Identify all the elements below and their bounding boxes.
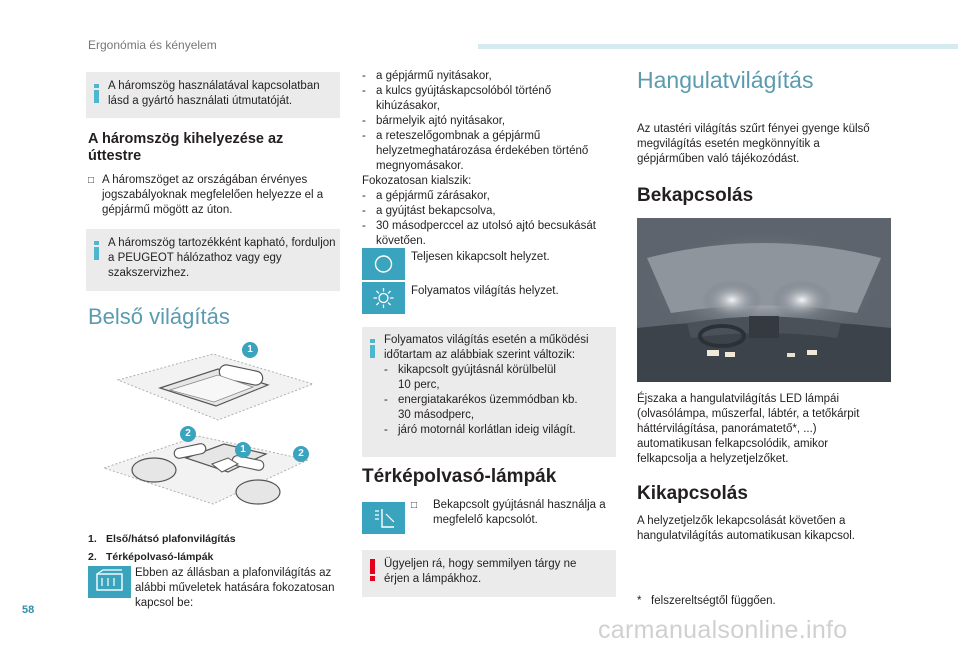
triangle-bullet: [88, 173, 340, 218]
figure-badge-2-right: 2: [293, 446, 309, 462]
list-item: - a gépjármű nyitásakor,: [362, 70, 492, 82]
turn-on-text: Éjszaka a hangulatvilágítás LED lámpái (olvasólámpa, műszerfal, lábtér, a tetőkárpit háttérvilágítása, panorámatető*, ...) automatikusan felkapcsolódik, amikor felkapcsolja a helyzetjelzőket.: [637, 393, 860, 465]
figure-badge-2-left: 2: [180, 426, 196, 442]
info-note-3-intro: Folyamatos világítás esetén a működési időtartam az alábbiak szerint változik:: [384, 334, 589, 361]
map-lamp-bullet-text: Bekapcsolt gyújtásnál használja a megfelelő kapcsolót.: [433, 499, 606, 526]
interior-lighting-title: Belső világítás: [88, 304, 230, 329]
list-item: - járó motornál korlátlan ideig világít.: [384, 424, 576, 436]
ambient-intro: Az utastéri világítás szűrt fényei gyenge külső megvilágítás esetén megkönnyítik a gépjárműben való tájékozódást.: [637, 123, 870, 165]
legend-item: [88, 548, 342, 566]
map-lamps-heading: Térképolvasó-lámpák: [362, 466, 557, 487]
figure-badge-1-top: 1: [242, 342, 258, 358]
list-item: - kikapcsolt gyújtásnál körülbelül 10 perc,: [384, 364, 556, 391]
info-icon: [94, 241, 99, 259]
info-note-2-text: A háromszög tartozékként kapható, forduljon a PEUGEOT hálózathoz vagy egy szakszervizhez.: [108, 237, 336, 279]
list-item: - a gyújtást bekapcsolva,: [362, 205, 496, 217]
section-header: Ergonómia és kényelem: [88, 38, 217, 52]
legend-label: Első/hátsó plafonvilágítás: [106, 533, 236, 545]
sun-on-symbol: [362, 282, 405, 314]
footnote: * felszereltségtől függően.: [637, 595, 776, 607]
interior-lights-figure: [88, 336, 342, 518]
info-note-1: [86, 72, 340, 118]
interior-lights-illustration: [88, 336, 342, 518]
on-position-text: Folyamatos világítás helyzet.: [411, 285, 559, 297]
list-item: - a reteszelőgombnak a gépjármű helyzetmeghatározása érdekében történő megnyomásakor.: [362, 130, 589, 172]
off-position-icon: [362, 248, 405, 280]
check-bullet-icon: □: [411, 500, 418, 511]
triangle-bullet-text: A háromszöget az országában érvényes jogszabályoknak megfelelően helyezze el a gépjármű mögött az úton.: [102, 174, 324, 216]
watermark: carmanualsonline.info: [598, 616, 848, 644]
info-icon: [94, 84, 99, 102]
list-item: - a gépjármű zárásakor,: [362, 190, 490, 202]
warning-icon: [370, 559, 375, 581]
legend-label: Térképolvasó-lámpák: [106, 551, 214, 563]
list-item: - a kulcs gyújtáskapcsolóból történő kihúzásakor,: [362, 85, 552, 112]
turn-off-text: A helyzetjelzők lekapcsolását követően a hangulatvilágítás automatikusan kikapcsol.: [637, 515, 855, 542]
legend-item: [88, 530, 342, 548]
list-item: - energiatakarékos üzemmódban kb. 30 másodperc,: [384, 394, 578, 421]
switch-description: Ebben az állásban a plafonvilágítás az alábbi műveletek hatására fokozatosan kapcsol be:: [135, 567, 335, 609]
ambient-lighting-photo: [637, 218, 891, 382]
info-note-2: [86, 229, 340, 291]
info-note-3-content: [384, 333, 610, 438]
warning-note: [362, 550, 616, 597]
figure-badge-1-bottom: 1: [235, 442, 251, 458]
turn-on-list: [362, 69, 616, 249]
info-icon: [370, 339, 375, 357]
off-position-text: Teljesen kikapcsolt helyzet.: [411, 251, 550, 263]
off-intro: Fokozatosan kialszik:: [362, 175, 472, 187]
figure-legend: [88, 530, 342, 566]
circle-off-symbol: [362, 248, 405, 280]
list-item: - 30 másodperccel az utolsó ajtó becsukását követően.: [362, 220, 596, 247]
page-number: 58: [22, 604, 35, 616]
door-light-symbol: [88, 566, 131, 598]
legend-number: 2.: [88, 551, 97, 563]
map-lamp-bullet: [411, 498, 616, 528]
legend-number: 1.: [88, 533, 97, 545]
turn-off-heading: Kikapcsolás: [637, 483, 748, 504]
triangle-heading: A háromszög kihelyezése az úttestre: [88, 131, 284, 164]
car-interior-night-photo: [637, 218, 891, 382]
map-lamp-symbol: [362, 502, 405, 534]
warning-text: Ügyeljen rá, hogy semmilyen tárgy ne érjen a lámpákhoz.: [384, 558, 577, 585]
info-note-3: [362, 327, 616, 457]
ambient-lighting-title: Hangulatvilágítás: [637, 67, 814, 93]
check-bullet-icon: □: [88, 175, 95, 186]
door-switch-icon: [88, 566, 131, 598]
turn-on-heading: Bekapcsolás: [637, 185, 754, 206]
on-position-icon: [362, 282, 405, 314]
list-item: - bármelyik ajtó nyitásakor,: [362, 115, 506, 127]
header-bar: [478, 44, 958, 49]
map-lamp-switch-icon: [362, 502, 405, 534]
info-note-1-text: A háromszög használatával kapcsolatban lásd a gyártó használati útmutatóját.: [108, 80, 320, 107]
